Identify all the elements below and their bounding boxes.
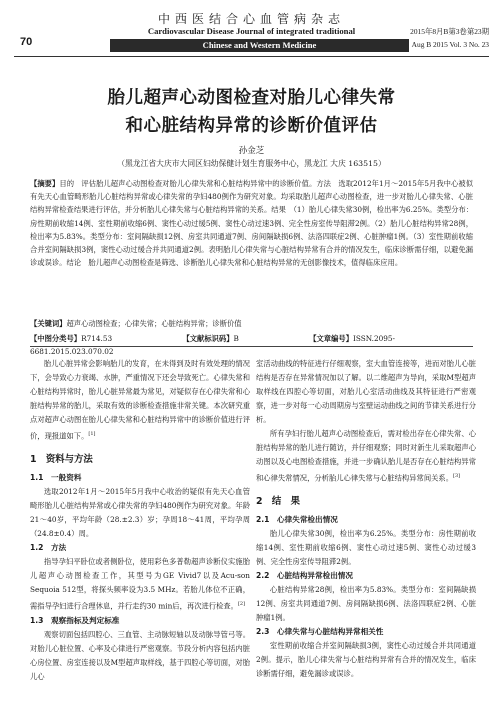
clc-value: R714.53	[81, 334, 113, 343]
keywords	[30, 317, 473, 330]
left-column	[30, 357, 250, 684]
doc-code-field	[182, 334, 272, 343]
issue-cn: 2015年8月B第3卷第23期	[410, 27, 489, 36]
journal-header	[14, 8, 489, 54]
section-1-2-text: 指导孕妇平卧位或者侧卧位，使用彩色多普勒超声诊断仪实施胎儿超声心动图检查工作，其型号为GE Vivid7以及Acu-son Sequoia 512型，将探头频率设为3.5 MHz。若胎儿体位不正确，需指导孕妇进行合理休息，并行走约30 min后，再次进行检查。	[30, 557, 250, 611]
clc-field	[30, 334, 146, 343]
page-number: 70	[20, 36, 33, 48]
right-column	[256, 357, 476, 681]
section-1-heading: 1 资料与方法	[30, 454, 93, 466]
doc-code-value: B	[233, 334, 239, 343]
article-title-line1: 胎儿超声心动图检查对胎儿心律失常	[107, 88, 396, 108]
section-2-2-text: 心脏结构异常28例，检出率为5.83%。类型分布：室间隔缺损12例、房室共同通道7例、房间隔缺损6例、法洛四联症2例、心脏肿瘤1例。	[256, 585, 476, 623]
section-2-1-text: 胎儿心律失常30例，检出率为6.25%。类型分布：房性期前收缩14例、室性期前收缩6例、窦性心动过速5例、窦性心动过缓3例、完全性房室传导阻滞2例。	[256, 529, 476, 567]
section-1-2-citation: [2]	[237, 601, 246, 608]
section-1-1-text: 选取2012年1月～2015年5月我中心收治的疑似有先天心血管畸形胎儿心脏结构异常或心律失常的孕妇480例作为研究对象。年龄21～40岁，平均年龄（28.±2.3）岁；孕周18～41周，平均孕周（24.8±0.4）周。	[30, 487, 250, 539]
clc-label: 【中图分类号】	[30, 334, 82, 343]
journal-title-en-bar: Chinese and Western Medicine	[110, 39, 409, 52]
section-1-2-heading: 1.2 方法	[30, 543, 67, 553]
journal-title-en: Cardiovascular Disease Journal of integrated traditional	[147, 26, 356, 36]
section-1-2-paragraph	[30, 555, 250, 613]
keywords-text: 超声心动图检查；心律失常；心脏结构异常；诊断价值	[66, 319, 242, 328]
affiliation: （黑龙江省大庆市大同区妇幼保健计划生育服务中心，黑龙江 大庆 163515）	[117, 159, 386, 168]
intro-text: 胎儿心脏异常会影响胎儿的发育，在未得到及时有效处理的情况下，会导致心力衰竭、水肿，严重情况下还会导致死亡。心律失常和心脏结构异常时，胎儿心脏异常最为常见，对疑似存在心律失常和心脏结构异常的胎儿，采取有效的诊断检查措施非常关键。本次研究重点对超声心动图在胎儿心律失常和心脏结构异常中的诊断价值进行评价，现报道如下。	[30, 359, 250, 441]
article-no-value: ISSN.2095-6681.2015.023.070.02	[30, 334, 396, 356]
section-1-1-heading: 1.1 一般资料	[30, 473, 82, 483]
abstract-divider	[30, 346, 473, 347]
header-divider	[14, 56, 489, 57]
section-2-heading: 2 结 果	[256, 496, 301, 508]
followup-paragraph	[256, 427, 476, 485]
article-title-line2: 和心脏结构异常的诊断价值评估	[125, 116, 378, 136]
section-2-3-heading: 2.3 心律失常与心脏结构异常相关性	[256, 627, 384, 637]
issue-en: Aug B 2015 Vol. 3 No. 23	[411, 40, 489, 49]
keywords-label: 【关键词】	[30, 319, 67, 328]
author: 孙金芝	[238, 146, 265, 156]
section-1-3-text: 观察切面包括四腔心、三血管、主动脉短轴以及动脉导管弓等。对胎儿心脏位置、心率及心律进行严密观察。节段分析内容包括内脏心房位置、房室连接以及M型超声取样线，基于四腔心等切面，对胎儿心	[30, 629, 250, 681]
abstract	[30, 177, 473, 269]
followup-text: 所有孕妇行胎儿超声心动图检查后，需对检出存在心律失常、心脏结构异常的胎儿进行随访，并仔细观察；同时对新生儿采取超声心动图以及心电图检查措施，并进一步确认胎儿是否存在心脏结构异常和心律失常情况，分析胎儿心律失常与心脏结构异常间关系。	[256, 429, 476, 483]
intro-paragraph	[30, 357, 250, 443]
section-2-3-text: 室性期前收缩合并室间隔缺损3例，窦性心动过缓合并共同通道2例。提示，胎儿心律失常与心脏结构异常有合并的情况发生，临床诊断需仔细，避免漏诊或误诊。	[256, 641, 476, 679]
article-no-label: 【文章编号】	[309, 334, 353, 343]
classification-line	[30, 332, 473, 358]
section-2-1-heading: 2.1 心律失常检出情况	[256, 515, 338, 525]
intro-citation: [1]	[88, 431, 96, 437]
section-1-3-continued: 室活动曲线的特征进行仔细观察，室大血管连接等，进而对胎儿心脏结构是否存在异常情况加以了解。以二维超声为导向，采取M型超声取样线在四腔心等切面，对胎儿心室活动曲线及其特征进行严密观察，进一步对每一心动周期房与室壁运动曲线之间的节律关系进行分析。	[256, 359, 476, 424]
abstract-label: 【摘要】	[30, 179, 60, 188]
followup-citation: [3]	[453, 473, 461, 479]
section-2-2-heading: 2.2 心脏结构异常检出情况	[256, 571, 353, 581]
abstract-text: 目的 评估胎儿超声心动图检查对胎儿心律失常和心脏结构异常中的诊断价值。方法 选取2012年1月～2015年5月我中心被似有先天心血管畸形胎儿心脏结构异常或心律失常的孕妇480例作为研究对象。均采取胎儿超声心动图检查，进一步对胎儿心律失常、心脏结构异常检查结果进行评估，并分析胎儿心律失常与心脏结构异常的关系。结果 （1）胎儿心律失常30例，检出率为6.25%。类型分布：房性期前收缩14例、室性期前收缩6例、窦性心动过缓5例、窦性心动过速3例、完全性房室传导阻滞2例。（2）胎儿心脏结构异常28例，检出率为5.83%。类型分布：室间隔缺损12例、房室共同通道7例、房间隔缺损6例、法洛四联症2例、心脏肿瘤1例。（3）室性期前收缩合并室间隔缺损3例，窦性心动过缓合并共同通道2例。表明胎儿心律失常与心脏结构异常有合并的情况发生，临床诊断需仔细，以避免漏诊或误诊。结论 胎儿超声心动图检查是筛选、诊断胎儿心律失常和心脏结构异常的无创影像技术，值得临床应用。	[30, 179, 474, 268]
journal-title-cn: 中西医结合心血管病杂志	[157, 12, 345, 26]
section-1-3-heading: 1.3 观察指标及判定标准	[30, 615, 120, 625]
doc-code-label: 【文献标识码】	[182, 334, 234, 343]
